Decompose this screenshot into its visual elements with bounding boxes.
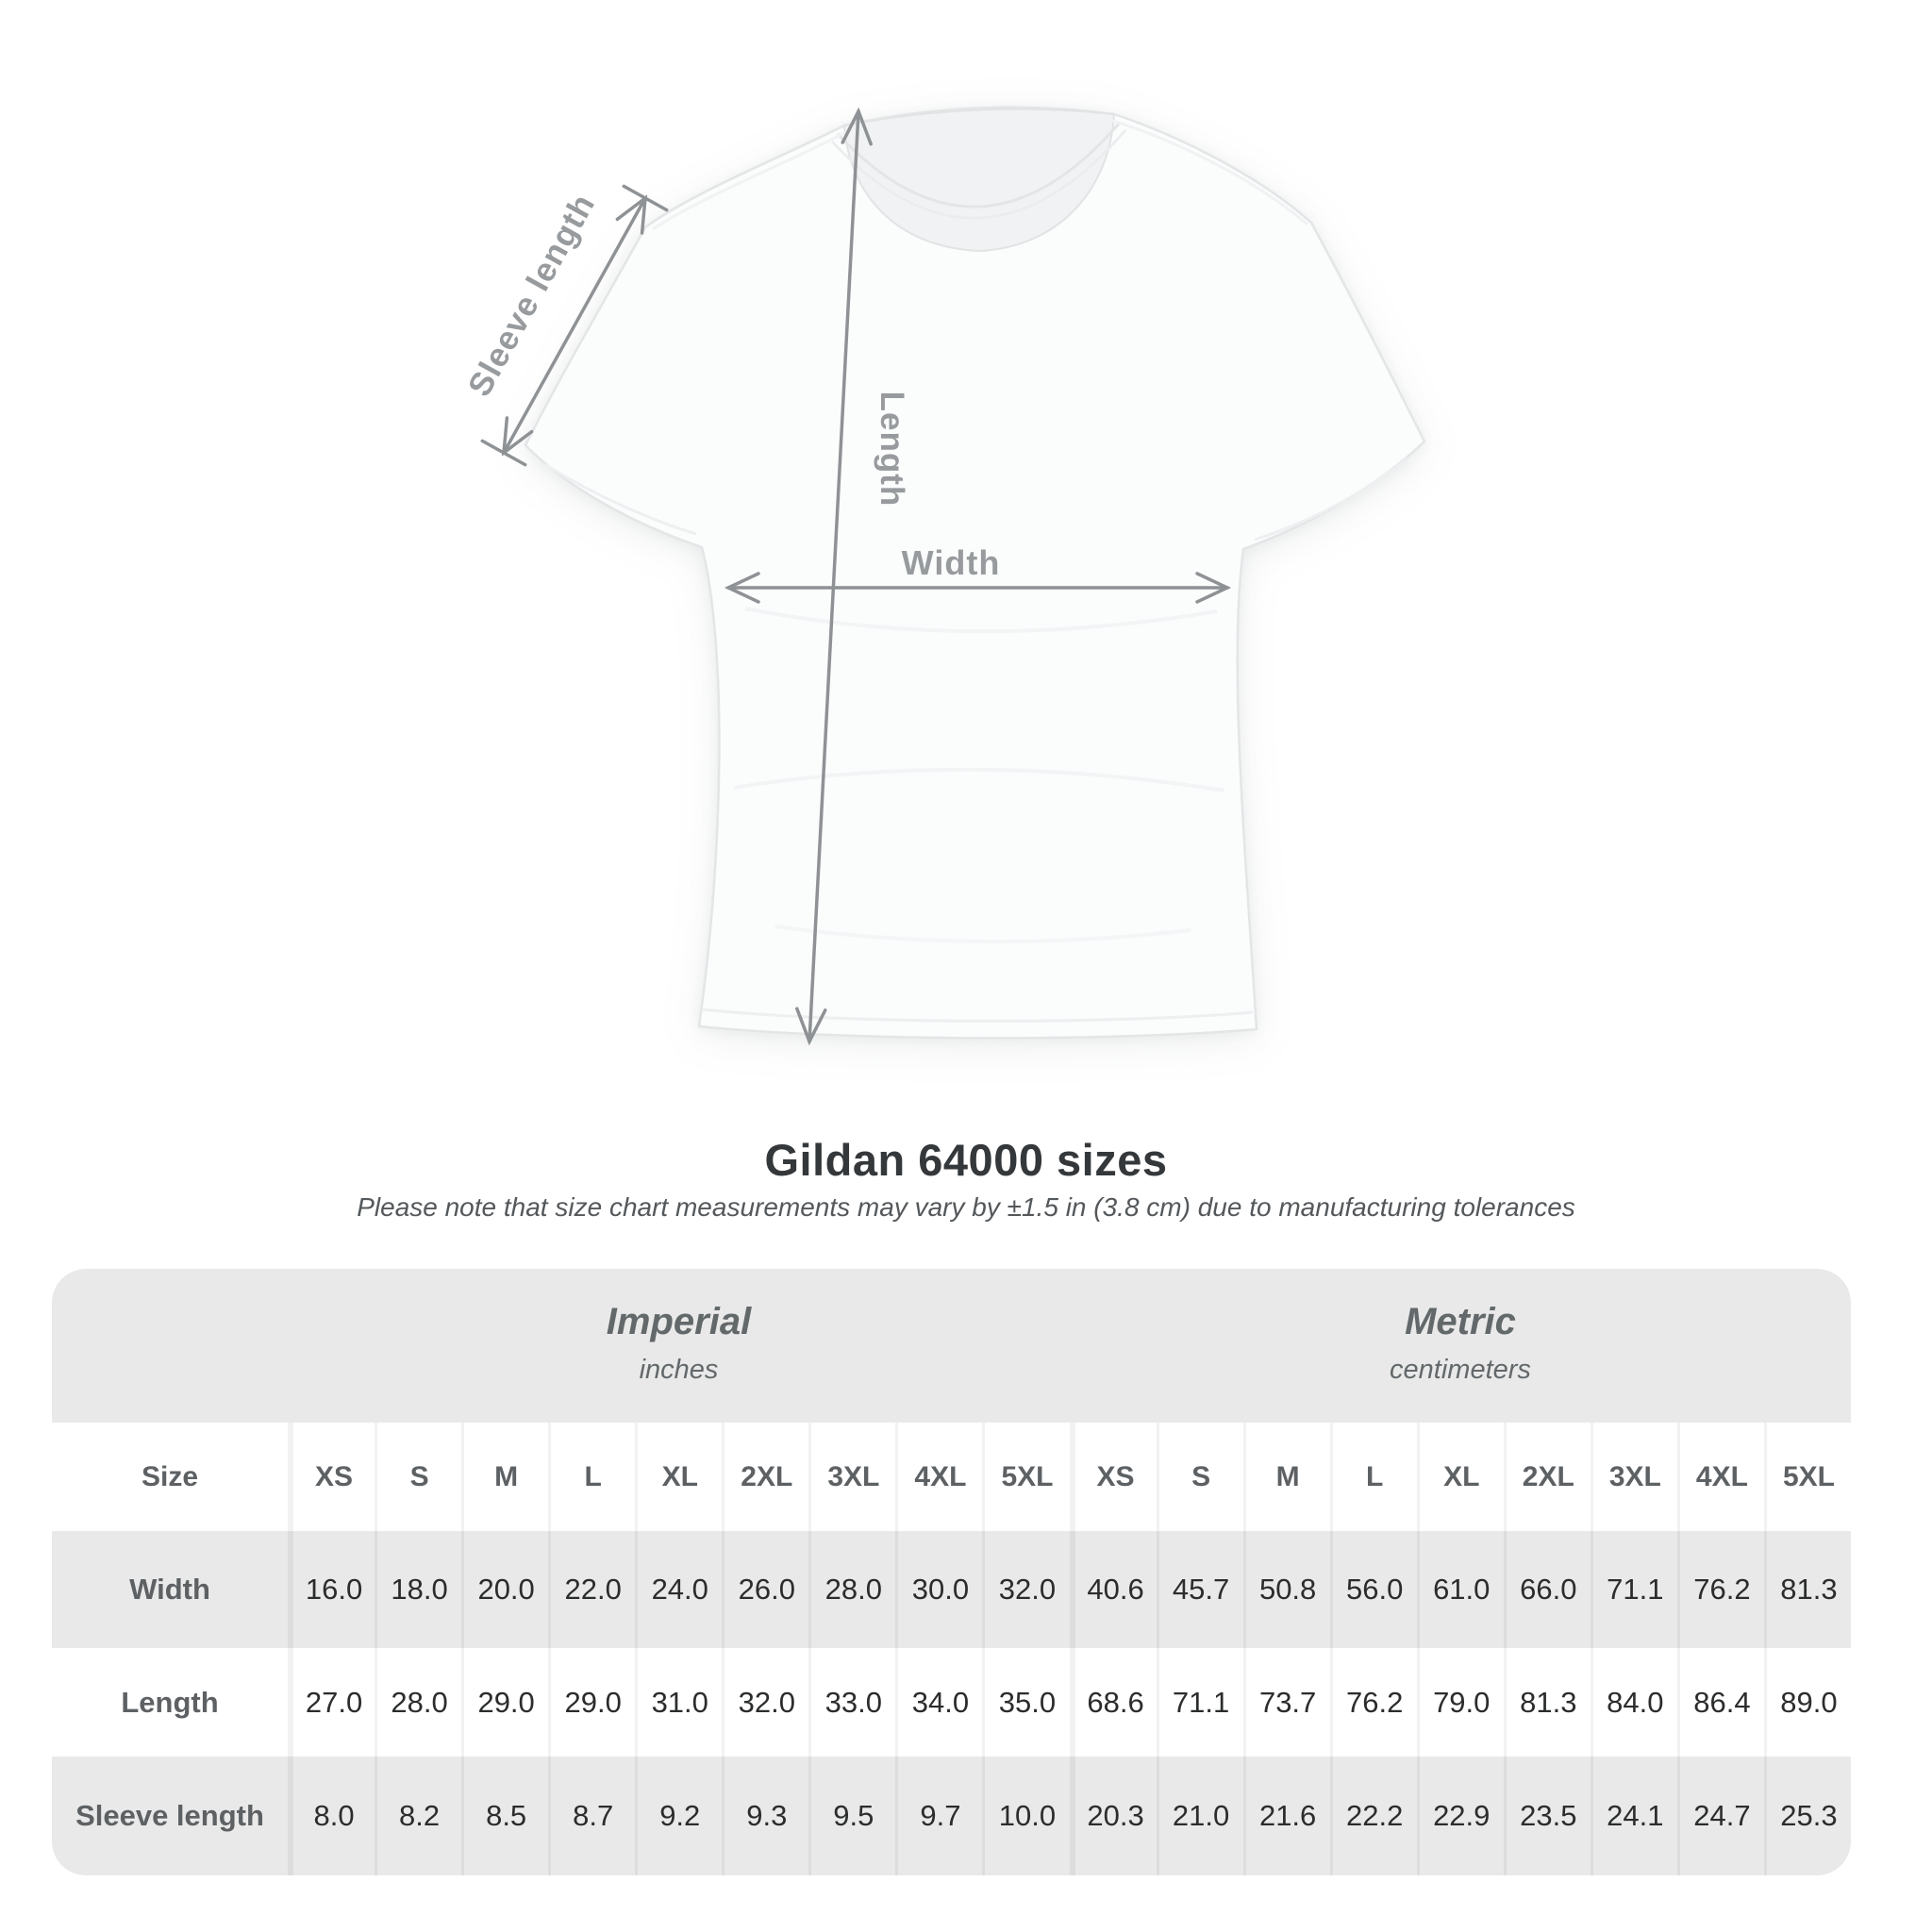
size-table xyxy=(52,1269,1851,1875)
value-cell-metric-4xl: 24.7 xyxy=(1677,1757,1764,1875)
value-cell-metric-4xl: 76.2 xyxy=(1677,1531,1764,1648)
length-label: Length xyxy=(874,391,910,508)
value-cell-imperial-xl: 9.2 xyxy=(635,1757,722,1875)
value-cell-imperial-4xl: 30.0 xyxy=(895,1531,982,1648)
size-col-header-metric-4xl: 4XL xyxy=(1677,1423,1764,1531)
value-cell-imperial-m: 29.0 xyxy=(461,1648,548,1757)
value-cell-imperial-5xl: 35.0 xyxy=(982,1648,1069,1757)
row-label: Width xyxy=(129,1573,210,1606)
metric-title: Metric xyxy=(1405,1301,1516,1342)
value-cell-imperial-l: 22.0 xyxy=(548,1531,635,1648)
value-cell-imperial-m: 20.0 xyxy=(461,1531,548,1648)
value-cell-metric-l: 76.2 xyxy=(1330,1648,1417,1757)
value-cell-metric-3xl: 84.0 xyxy=(1591,1648,1677,1757)
size-col-header-metric-3xl: 3XL xyxy=(1591,1423,1677,1531)
imperial-title: Imperial xyxy=(606,1301,752,1342)
size-col-header-metric-l: L xyxy=(1330,1423,1417,1531)
value-cell-imperial-2xl: 32.0 xyxy=(722,1648,808,1757)
value-cell-metric-l: 22.2 xyxy=(1330,1757,1417,1875)
size-col-header-imperial-2xl: 2XL xyxy=(722,1423,808,1531)
value-cell-metric-xl: 22.9 xyxy=(1417,1757,1504,1875)
size-col-header-metric-2xl: 2XL xyxy=(1504,1423,1591,1531)
value-cell-metric-2xl: 23.5 xyxy=(1504,1757,1591,1875)
value-cell-imperial-s: 8.2 xyxy=(375,1757,461,1875)
value-cell-metric-xs: 40.6 xyxy=(1070,1531,1157,1648)
value-cell-metric-xs: 68.6 xyxy=(1070,1648,1157,1757)
value-cell-imperial-3xl: 9.5 xyxy=(808,1757,895,1875)
value-cell-metric-xl: 79.0 xyxy=(1417,1648,1504,1757)
value-cell-metric-5xl: 25.3 xyxy=(1764,1757,1851,1875)
row-label: Length xyxy=(121,1685,219,1719)
size-col-header-imperial-xl: XL xyxy=(635,1423,722,1531)
value-cell-imperial-xs: 27.0 xyxy=(288,1648,375,1757)
size-col-header-metric-5xl: 5XL xyxy=(1764,1423,1851,1531)
value-cell-imperial-l: 8.7 xyxy=(548,1757,635,1875)
size-col-header-imperial-s: S xyxy=(375,1423,461,1531)
value-cell-imperial-5xl: 10.0 xyxy=(982,1757,1069,1875)
value-cell-metric-2xl: 66.0 xyxy=(1504,1531,1591,1648)
value-cell-imperial-m: 8.5 xyxy=(461,1757,548,1875)
width-row xyxy=(52,1531,1851,1648)
value-cell-imperial-xl: 31.0 xyxy=(635,1648,722,1757)
value-cell-imperial-2xl: 26.0 xyxy=(722,1531,808,1648)
value-cell-metric-m: 21.6 xyxy=(1243,1757,1330,1875)
metric-group-header xyxy=(1070,1269,1851,1423)
size-col-header-metric-s: S xyxy=(1157,1423,1243,1531)
value-cell-metric-s: 71.1 xyxy=(1157,1648,1243,1757)
size-header-row xyxy=(52,1423,1851,1531)
size-header-label: Size xyxy=(141,1460,199,1492)
row-label: Sleeve length xyxy=(75,1799,264,1832)
tolerance-note: Please note that size chart measurements may vary by ±1.5 in (3.8 cm) due to manufacturing tolerances xyxy=(357,1192,1575,1222)
imperial-unit: inches xyxy=(639,1355,719,1385)
value-cell-metric-m: 73.7 xyxy=(1243,1648,1330,1757)
value-cell-imperial-xs: 8.0 xyxy=(288,1757,375,1875)
metric-unit: centimeters xyxy=(1390,1355,1531,1385)
value-cell-imperial-4xl: 34.0 xyxy=(895,1648,982,1757)
size-col-header-imperial-xs: XS xyxy=(288,1423,375,1531)
value-cell-metric-5xl: 81.3 xyxy=(1764,1531,1851,1648)
value-cell-metric-5xl: 89.0 xyxy=(1764,1648,1851,1757)
size-col-header-imperial-m: M xyxy=(461,1423,548,1531)
value-cell-imperial-4xl: 9.7 xyxy=(895,1757,982,1875)
imperial-group-header xyxy=(288,1269,1070,1423)
value-cell-metric-4xl: 86.4 xyxy=(1677,1648,1764,1757)
value-cell-metric-2xl: 81.3 xyxy=(1504,1648,1591,1757)
value-cell-metric-xs: 20.3 xyxy=(1070,1757,1157,1875)
size-col-header-imperial-l: L xyxy=(548,1423,635,1531)
value-cell-metric-m: 50.8 xyxy=(1243,1531,1330,1648)
value-cell-imperial-3xl: 28.0 xyxy=(808,1531,895,1648)
size-col-header-imperial-5xl: 5XL xyxy=(982,1423,1069,1531)
size-col-header-metric-m: M xyxy=(1243,1423,1330,1531)
size-col-header-imperial-4xl: 4XL xyxy=(895,1423,982,1531)
page-title: Gildan 64000 sizes xyxy=(764,1135,1168,1185)
value-cell-metric-s: 45.7 xyxy=(1157,1531,1243,1648)
value-cell-metric-3xl: 71.1 xyxy=(1591,1531,1677,1648)
value-cell-metric-xl: 61.0 xyxy=(1417,1531,1504,1648)
value-cell-metric-l: 56.0 xyxy=(1330,1531,1417,1648)
size-col-header-metric-xl: XL xyxy=(1417,1423,1504,1531)
size-col-header-metric-xs: XS xyxy=(1070,1423,1157,1531)
value-cell-metric-s: 21.0 xyxy=(1157,1757,1243,1875)
value-cell-metric-3xl: 24.1 xyxy=(1591,1757,1677,1875)
value-cell-imperial-xl: 24.0 xyxy=(635,1531,722,1648)
value-cell-imperial-s: 18.0 xyxy=(375,1531,461,1648)
value-cell-imperial-5xl: 32.0 xyxy=(982,1531,1069,1648)
sleeve-length-label: Sleeve length xyxy=(460,187,603,403)
sleeve-length-row xyxy=(52,1757,1851,1875)
value-cell-imperial-3xl: 33.0 xyxy=(808,1648,895,1757)
value-cell-imperial-s: 28.0 xyxy=(375,1648,461,1757)
size-col-header-imperial-3xl: 3XL xyxy=(808,1423,895,1531)
value-cell-imperial-l: 29.0 xyxy=(548,1648,635,1757)
width-label: Width xyxy=(901,543,1001,582)
length-row xyxy=(52,1648,1851,1757)
value-cell-imperial-2xl: 9.3 xyxy=(722,1757,808,1875)
value-cell-imperial-xs: 16.0 xyxy=(288,1531,375,1648)
